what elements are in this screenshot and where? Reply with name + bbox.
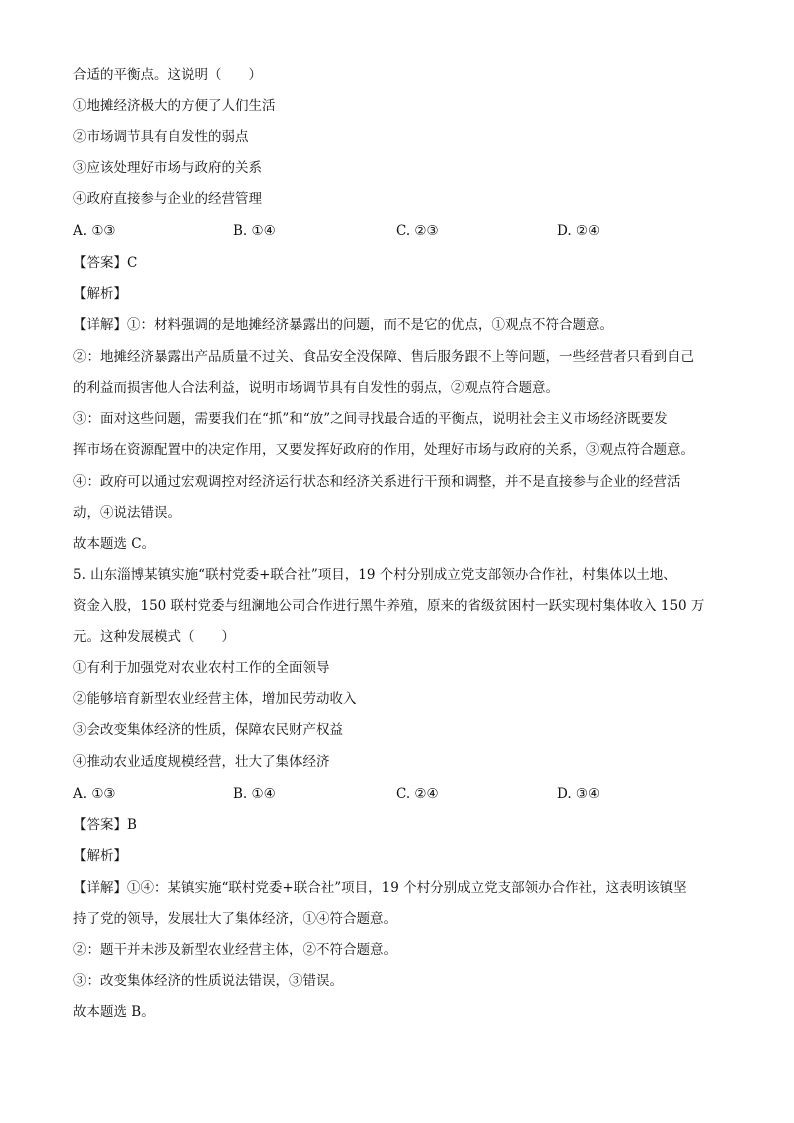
q4-detail-1-text: ①：材料强调的是地摊经济暴露出的问题，而不是它的优点，①观点不符合题意。: [127, 317, 613, 333]
q5-item-2: ②能够培育新型农业经营主体，增加民劳动收入: [73, 691, 357, 707]
q5-stem-3: 元。这种发展模式（ ）: [73, 629, 235, 645]
q5-option-c: C. ②④: [396, 786, 439, 802]
q5-answer-line: [73, 816, 137, 834]
q4-item-4: ④政府直接参与企业的经营管理: [73, 191, 262, 207]
q5-analysis-tag: 【解析】: [73, 848, 127, 864]
q5-detail-1b: 持了党的领导，发展壮大了集体经济，①④符合题意。: [73, 911, 397, 927]
answer-tag: 【答案】: [73, 817, 127, 833]
q5-option-a: A. ①③: [73, 786, 116, 802]
q5-detail-2: ②：题干并未涉及新型农业经营主体，②不符合题意。: [73, 942, 397, 958]
q4-answer-line: [73, 254, 137, 272]
q4-conclusion: 故本题选 C。: [73, 536, 156, 552]
q4-item-1: ①地摊经济极大的方便了人们生活: [73, 98, 276, 114]
q5-conclusion: 故本题选 B。: [73, 1004, 155, 1020]
q5-item-3: ③会改变集体经济的性质，保障农民财产权益: [73, 722, 343, 738]
q4-detail-4a: ④：政府可以通过宏观调控对经济运行状态和经济关系进行干预和调整，并不是直接参与企业的经营活: [73, 474, 681, 490]
q4-stem-tail: 合适的平衡点。这说明（ ）: [73, 67, 262, 83]
q4-detail-3b: 挥市场在资源配置中的决定作用，又要发挥好政府的作用，处理好市场与政府的关系，③观点符合题意。: [73, 442, 694, 458]
q4-item-2: ②市场调节具有自发性的弱点: [73, 129, 249, 145]
q5-detail-3: ③：改变集体经济的性质说法错误，③错误。: [73, 973, 343, 989]
q4-item-3: ③应该处理好市场与政府的关系: [73, 160, 262, 176]
q5-option-b: B. ①④: [233, 786, 276, 802]
q4-option-a: A. ①③: [73, 223, 116, 239]
q5-stem-2: 资金入股，150 联村党委与纽澜地公司合作进行黑牛养殖，原来的省级贫困村一跃实现村集体收入 150 万: [73, 598, 705, 614]
q5-item-1: ①有利于加强党对农业农村工作的全面领导: [73, 660, 330, 676]
q4-option-b: B. ①④: [233, 223, 276, 239]
q4-answer-value: C: [127, 255, 138, 271]
detail-tag: 【详解】: [73, 880, 127, 896]
q4-option-d: D. ②④: [557, 223, 601, 239]
q4-detail-1: [73, 316, 613, 334]
q4-detail-2b: 的利益而损害他人合法利益，说明市场调节具有自发性的弱点，②观点符合题意。: [73, 380, 559, 396]
q5-detail-1a: [73, 879, 687, 897]
q4-detail-2a: ②：地摊经济暴露出产品质量不过关、食品安全没保障、售后服务跟不上等问题，一些经营者只看到自己: [73, 349, 694, 365]
q4-option-c: C. ②③: [396, 223, 439, 239]
q5-stem-1: 5. 山东淄博某镇实施“联村党委+联合社”项目，19 个村分别成立党支部领办合作社，村集体以土地、: [73, 567, 677, 583]
q4-detail-4b: 动，④说法错误。: [73, 505, 181, 521]
answer-tag: 【答案】: [73, 255, 127, 271]
detail-tag: 【详解】: [73, 317, 127, 333]
q4-detail-3a: ③：面对这些问题，需要我们在“抓”和“放”之间寻找最合适的平衡点，说明社会主义市场经济既要发: [73, 411, 668, 427]
q5-detail-1a-text: ①④：某镇实施“联村党委+联合社”项目，19 个村分别成立党支部领办合作社，这表明该镇坚: [127, 880, 687, 896]
q5-option-d: D. ③④: [557, 786, 601, 802]
q5-item-4: ④推动农业适度规模经营，壮大了集体经济: [73, 754, 330, 770]
q5-answer-value: B: [127, 817, 137, 833]
q4-analysis-tag: 【解析】: [73, 286, 127, 302]
